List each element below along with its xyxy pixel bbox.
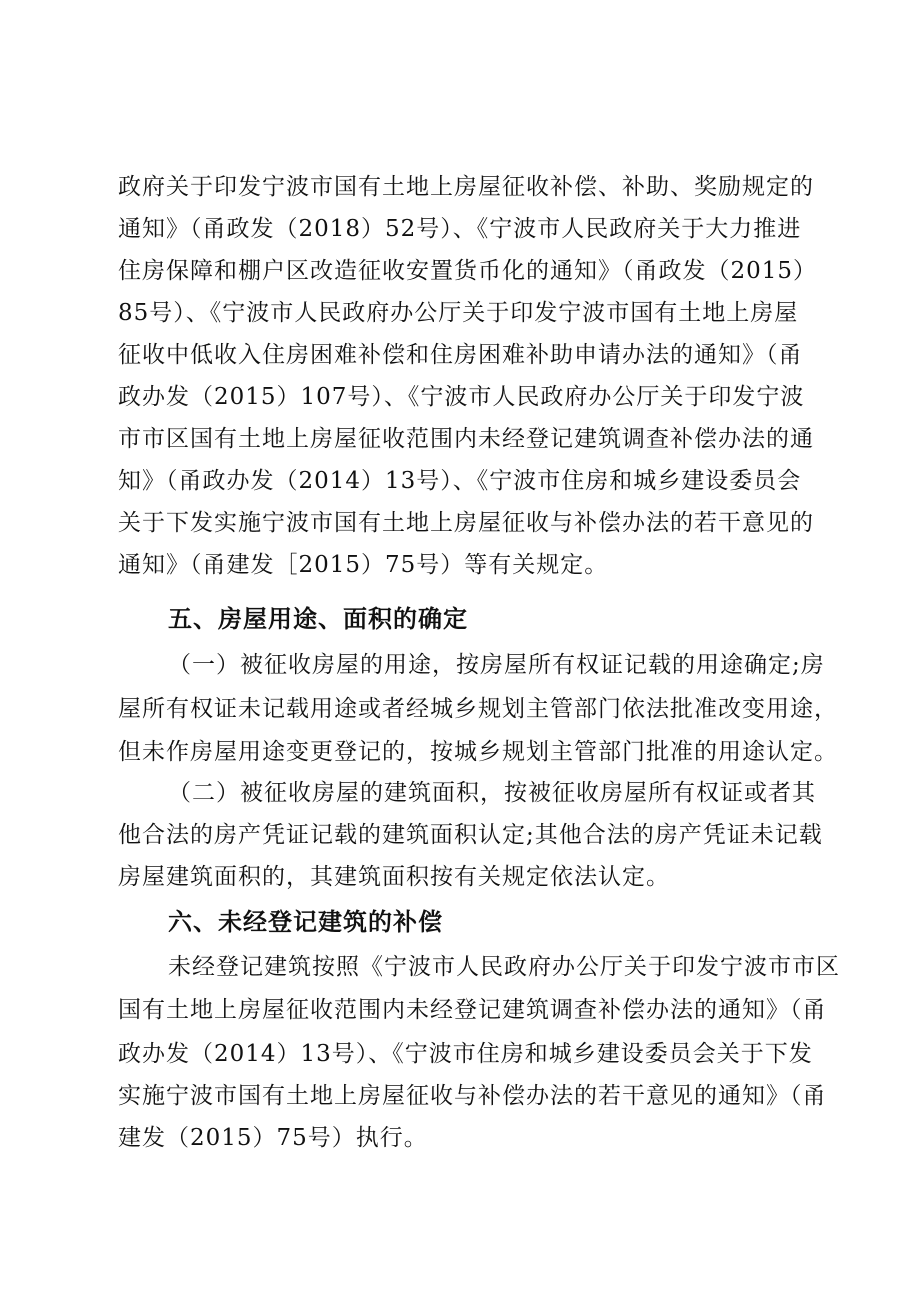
text-line: （二）被征收房屋的建筑面积，按被征收房屋所有权证或者其 [168,780,816,806]
text-line: 85号）、《宁波市人民政府办公厅关于印发宁波市国有土地上房屋 [118,300,799,326]
text-line: 征收中低收入住房困难补偿和住房困难补助申请办法的通知》（甬 [118,342,803,368]
text-line: 未经登记建筑按照《宁波市人民政府办公厅关于印发宁波市市区 [168,954,840,980]
text-line: 建发（2015）75号）执行。 [118,1125,428,1151]
text-line: 国有土地上房屋征收范围内未经登记建筑调查补偿办法的通知》（甬 [118,997,827,1023]
text-line: 政办发（2015）107号）、《宁波市人民政府办公厅关于印发宁波 [118,384,805,410]
text-line: 政府关于印发宁波市国有土地上房屋征收补偿、补助、奖励规定的 [118,174,814,200]
text-line: 但未作房屋用途变更登记的，按城乡规划主管部门批准的用途认定。 [118,739,838,765]
text-line: 他合法的房产凭证记载的建筑面积认定;其他合法的房产凭证未记载 [118,822,823,848]
text-line: 房屋建筑面积的，其建筑面积按有关规定依法认定。 [118,864,670,890]
text-line: 通知》（甬建发［2015）75号）等有关规定。 [118,552,609,578]
text-line: 市市区国有土地上房屋征收范围内未经登记建筑调查补偿办法的通 [118,426,814,452]
text-line: 政办发（2014）13号）、《宁波市住房和城乡建设委员会关于下发 [118,1041,813,1067]
text-line: （一）被征收房屋的用途，按房屋所有权证记载的用途确定;房 [168,652,825,678]
text-line: 住房保障和棚户区改造征收安置货币化的通知》（甬政发（2015） [118,258,818,284]
section-heading-6: 六、未经登记建筑的补偿 [168,908,443,936]
section-heading-5: 五、房屋用途、面积的确定 [168,605,468,633]
text-line: 关于下发实施宁波市国有土地上房屋征收与补偿办法的若干意见的 [118,510,814,536]
text-line: 屋所有权证未记载用途或者经城乡规划主管部门依法批准改变用途， [118,696,838,722]
text-line: 通知》（甬政发（2018）52号）、《宁波市人民政府关于大力推进 [118,216,802,242]
text-line: 实施宁波市国有土地上房屋征收与补偿办法的若干意见的通知》（甬 [118,1083,827,1109]
text-line: 知》（甬政办发（2014）13号）、《宁波市住房和城乡建设委员会 [118,468,802,494]
